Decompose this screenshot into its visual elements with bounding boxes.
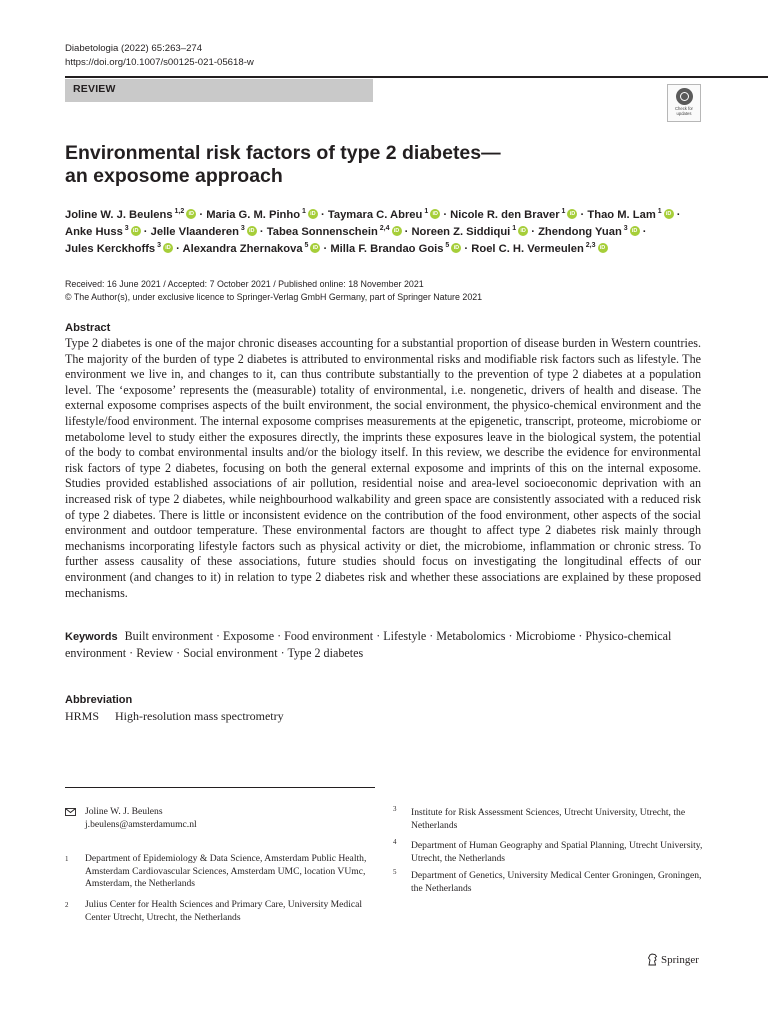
- affiliation-text: Department of Epidemiology & Data Science, Amsterdam Public Health, Amsterdam Cardiovascular Sciences, Amsterdam UMC, location VUmc, Amsterdam, the Netherlands: [85, 853, 367, 889]
- affiliation-number: 4: [393, 838, 397, 846]
- author-name: Nicole R. den Braver: [450, 209, 560, 221]
- abstract-heading: Abstract: [65, 322, 111, 334]
- affiliation-number: 3: [393, 805, 397, 813]
- orcid-icon[interactable]: [598, 243, 608, 253]
- author[interactable]: [151, 226, 257, 238]
- check-for-updates-badge[interactable]: [667, 84, 701, 122]
- orcid-icon[interactable]: [664, 209, 674, 219]
- envelope-icon: [65, 808, 76, 816]
- article-title-line-2: an exposome approach: [65, 165, 283, 187]
- author-affiliation: 1: [655, 208, 662, 215]
- journal-citation: Diabetologia (2022) 65:263–274: [65, 43, 203, 54]
- publisher-name: Springer: [661, 954, 699, 966]
- orcid-icon[interactable]: [131, 226, 141, 236]
- orcid-icon[interactable]: [247, 226, 257, 236]
- correspondence-name: Joline W. J. Beulens: [85, 806, 163, 817]
- author-name: Zhendong Yuan: [538, 226, 622, 238]
- author-affiliation: 3: [122, 225, 129, 232]
- author[interactable]: [206, 209, 318, 221]
- affiliation-text: Department of Genetics, University Medical Center Groningen, Groningen, the Netherlands: [411, 870, 702, 894]
- author-affiliation: 3: [621, 225, 628, 232]
- author-name: Noreen Z. Siddiqui: [411, 226, 511, 238]
- affiliation-text: Institute for Risk Assessment Sciences, Utrecht University, Utrecht, the Netherlands: [411, 807, 686, 831]
- author[interactable]: [587, 209, 673, 221]
- author-affiliation: 1,2: [172, 208, 185, 215]
- author-name: Jules Kerckhoffs: [65, 243, 156, 255]
- check-for-updates-icon: [676, 88, 693, 105]
- article-title: [65, 142, 625, 188]
- author-name: Alexandra Zhernakova: [182, 243, 303, 255]
- author-affiliation: 2,4: [377, 225, 390, 232]
- correspondence-email[interactable]: j.beulens@amsterdamumc.nl: [85, 818, 197, 830]
- author-list: [65, 207, 755, 258]
- author-name: Tabea Sonnenschein: [266, 226, 378, 238]
- orcid-icon[interactable]: [163, 243, 173, 253]
- author[interactable]: [65, 226, 141, 238]
- keywords-heading: Keywords: [65, 631, 118, 643]
- author[interactable]: [450, 209, 577, 221]
- author-name: Maria G. M. Pinho: [206, 209, 301, 221]
- affiliation-number: 1: [65, 855, 69, 863]
- dates-line: Received: 16 June 2021 / Accepted: 7 October 2021 / Published online: 18 November 2021: [65, 279, 424, 289]
- author[interactable]: [328, 209, 440, 221]
- publication-dates: [65, 278, 482, 304]
- author[interactable]: [538, 226, 640, 238]
- author-affiliation: 3: [155, 242, 161, 249]
- abbreviation-value: High-resolution mass spectrometry: [115, 709, 284, 723]
- abstract-text: Type 2 diabetes is one of the major chronic diseases accounting for a substantial proportion of disease burden in Western countries. The majority of the burden of type 2 diabetes is attributed to environmental risks and modifiable risk factors such as lifestyle. The environment we live in, and changes to it, can thus contribute substantially to the prevention of type 2 diabetes at a population level. The ‘exposome’ represents the (measurable) totality of environmental, i.e. nongenetic, drivers of health and disease. The external exposome comprises aspects of the built environment, the social environment, the physico-chemical environment and the lifestyle/food environment. The internal exposome comprises measurements at the epigenetic, transcript, proteome, microbiome or metabolome level to study either the exposures directly, the imprints these exposures leave in the biological system, the potential of the body to combat environmental insults and/or the biology itself. In this review, we describe the evidence for environmental risk factors of type 2 diabetes, focusing on both the general external exposome and imprints of this on the internal exposome. Studies provided established associations of air pollution, residential noise and area-level socioeconomic deprivation with an increased risk of type 2 diabetes, while neighbourhood walkability and green space are consistently associated with a reduced risk of type 2 diabetes. There is little or inconsistent evidence on the contribution of the food environment, other aspects of the social environment and outdoor temperature. These environmental factors are thought to affect type 2 diabetes risk mainly through mechanisms incorporating lifestyle factors such as physical activity or diet, the microbiome, inflammation or chronic stress. To further assess causality of these associations, future studies should focus on investigating the longitudinal effects of our environment (and changes to it) in relation to type 2 diabetes risk and whether these associations are explained by these proposed mechanisms.: [65, 336, 701, 600]
- affiliation-text: Julius Center for Health Sciences and Primary Care, University Medical Center Utrecht, Utrecht, the Netherlands: [85, 899, 363, 923]
- author-affiliation: 1: [559, 208, 566, 215]
- affiliation-text: Department of Human Geography and Spatial Planning, Utrecht University, Utrecht, the Netherlands: [411, 840, 703, 864]
- keywords: [65, 628, 705, 661]
- author[interactable]: [411, 226, 528, 238]
- header-rule: [65, 76, 768, 78]
- author[interactable]: [65, 243, 173, 255]
- author-name: Anke Huss: [65, 226, 123, 238]
- orcid-icon[interactable]: [518, 226, 528, 236]
- footnote-rule: [65, 787, 375, 788]
- orcid-icon[interactable]: [310, 243, 320, 253]
- author[interactable]: [183, 243, 321, 255]
- publisher-logo: [647, 953, 699, 966]
- author[interactable]: [65, 209, 196, 221]
- author-line: Joline W. J. Beulens $^{1,2}$iD · Maria G. M. Pinho $^1$iD · Taymara C. Abreu $^1$iD · Nicole R. den Braver $^1$iD · Thao M. Lam $^1$iD ·: [65, 207, 755, 224]
- abbreviation-row: [65, 709, 284, 724]
- orcid-icon[interactable]: [430, 209, 440, 219]
- check-for-updates-label: Check for updates: [675, 106, 693, 116]
- author-name: Milla F. Brandao Gois: [330, 243, 444, 255]
- author-affiliation: 5: [443, 242, 450, 249]
- springer-horse-icon: [647, 953, 658, 966]
- journal-header: [65, 42, 254, 70]
- orcid-icon[interactable]: [567, 209, 577, 219]
- abbreviation-heading: Abbreviation: [65, 694, 133, 706]
- author-name: Thao M. Lam: [587, 209, 656, 221]
- author-name: Joline W. J. Beulens: [65, 209, 173, 221]
- author-line: Jules Kerckhoffs $^3$iD · Alexandra Zhernakova $^5$iD · Milla F. Brandao Gois $^5$iD · Roel C. H. Vermeulen $^{2,3}$iD: [65, 241, 755, 258]
- author[interactable]: [330, 243, 461, 255]
- author-name: Roel C. H. Vermeulen: [471, 243, 584, 255]
- orcid-icon[interactable]: [451, 243, 461, 253]
- author[interactable]: [267, 226, 402, 238]
- author-line: Anke Huss $^3$iD · Jelle Vlaanderen $^3$iD · Tabea Sonnenschein $^{2,4}$iD · Noreen Z. Siddiqui $^1$iD · Zhendong Yuan $^3$iD ·: [65, 224, 755, 241]
- author-affiliation: 2,3: [583, 242, 596, 249]
- author-name: Taymara C. Abreu: [327, 209, 423, 221]
- author-affiliation: 1: [300, 208, 306, 215]
- orcid-icon[interactable]: [308, 209, 318, 219]
- orcid-icon[interactable]: [392, 226, 402, 236]
- doi-link[interactable]: https://doi.org/10.1007/s00125-021-05618-w: [65, 57, 254, 68]
- copyright-line: © The Author(s), under exclusive licence to Springer-Verlag GmbH Germany, part of Springer Nature 2021: [65, 292, 483, 302]
- author-affiliation: 1: [510, 225, 517, 232]
- author-name: Jelle Vlaanderen: [150, 226, 239, 238]
- orcid-icon[interactable]: [186, 209, 196, 219]
- affiliation-number: 5: [393, 868, 397, 876]
- section-label: REVIEW: [73, 83, 116, 95]
- author-affiliation: 5: [302, 242, 309, 249]
- author-affiliation: 1: [422, 208, 429, 215]
- abbreviation-key: HRMS: [65, 709, 100, 723]
- affiliation-number: 2: [65, 901, 69, 909]
- author-affiliation: 3: [238, 225, 245, 232]
- orcid-icon[interactable]: [630, 226, 640, 236]
- author[interactable]: [471, 243, 607, 255]
- article-title-line-1: Environmental risk factors of type 2 diabetes—: [65, 142, 501, 164]
- keywords-list: Built environment · Exposome · Food environment · Lifestyle · Metabolomics · Microbiome · Physico-chemical environment · Review · Social environment · Type 2 diabetes: [65, 629, 672, 660]
